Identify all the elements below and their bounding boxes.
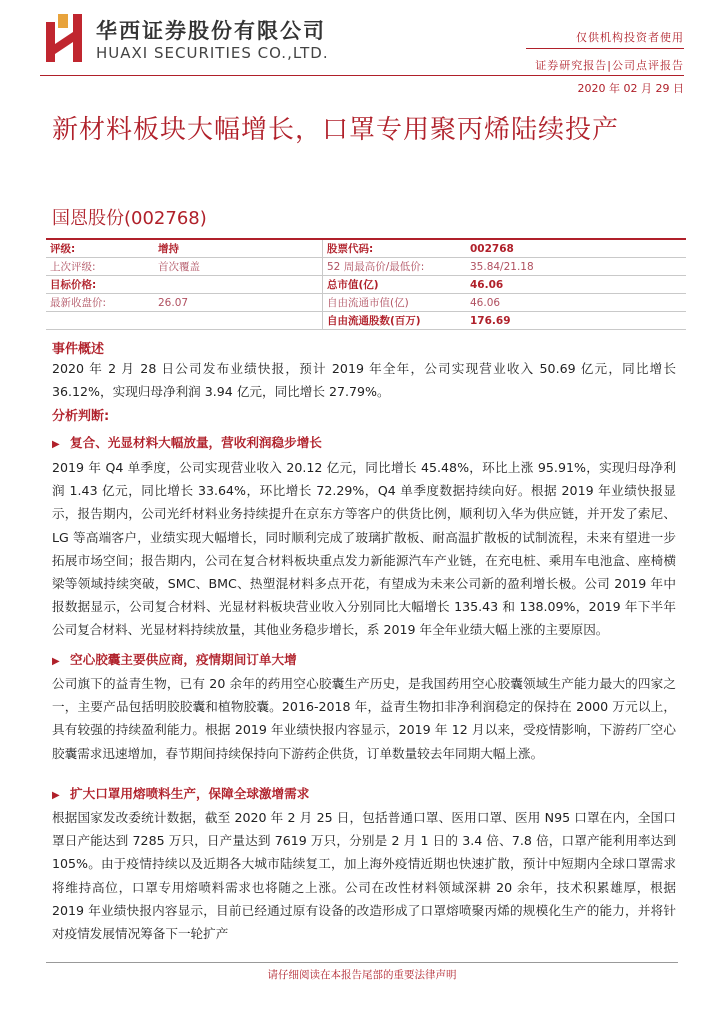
analysis-paragraph-1: 2019 年 Q4 单季度，公司实现营业收入 20.12 亿元，同比增长 45.48%，环比上涨 95.91%，实现归母净利润 1.43 亿元，同比增长 33.64%，环比增长 72.29%，Q4 单季度数据持续向好。根据 2019 年业绩快报显示，报告期内，公司光纤材料业务持续提升在京东方等客户的供货比例，顺利切入华为供应链，并开发了索尼、LG 等高端客户，业绩实现大幅增长，同时顺利完成了玻璃扩散板、耐高温扩散板的试制流程，未来有望进一步拓展市场空间；报告期内，公司在复合材料板块重点发力新能源汽车产业链，在充电桩、乘用车电池盒、座椅横梁等领域持续突破，SMC、BMC、热塑混材料多点开花，有望成为未来公司新的盈利增长极。公司 2019 年中报数据显示，公司复合材料、光显材料板块营业收入分别同比大幅增长 135.43 和 138.09%，2019 年下半年公司复合材料、光显材料持续放量，其他业务稳步增长，系 2019 年全年业绩大幅上涨的主要原因。 <box>52 460 676 638</box>
subheading-1: ▶ 复合、光显材料大幅放量，营收利润稳步增长 <box>52 435 322 450</box>
subheading-3: ▶ 扩大口罩用熔喷料生产，保障全球激增需求 <box>52 786 310 801</box>
subheading-2: ▶ 空心胶囊主要供应商，疫情期间订单大增 <box>52 652 297 667</box>
table-row: 上次评级: 首次覆盖 52 周最高价/最低价: 35.84/21.18 <box>46 258 686 276</box>
analysis-heading: 分析判断: <box>52 409 110 424</box>
bullet-triangle-icon: ▶ <box>52 439 60 450</box>
event-heading: 事件概述 <box>52 342 105 357</box>
company-name-en: HUAXI SECURITIES CO.,LTD. <box>96 44 329 62</box>
audience-tag: 仅供机构投资者使用 <box>576 31 684 44</box>
analysis-paragraph-2: 公司旗下的益青生物，已有 20 余年的药用空心胶囊生产历史，是我国药用空心胶囊领域生产能力最大的四家之一，主要产品包括明胶胶囊和植物胶囊。2016-2018 年，益青生物扣非净利润稳定的保持在 2000 万元以上，具有较强的持续盈利能力。根据 2019 年业绩快报内容显示，2019 年 12 月以来，受疫情影响，下游药厂空心胶囊需求迅速增加，春节期间持续保持向下游药企供货，订单数量较去年同期大幅上涨。 <box>52 676 676 761</box>
event-paragraph: 2020 年 2 月 28 日公司发布业绩快报，预计 2019 年全年，公司实现营业收入 50.69 亿元，同比增长 36.12%，实现归母净利润 3.94 亿元，同比增长 27.79%。 <box>52 361 676 400</box>
header-divider-full <box>40 75 684 76</box>
company-ticker: 国恩股份(002768) <box>52 208 207 229</box>
table-row: 目标价格: 总市值(亿) 46.06 <box>46 276 686 294</box>
table-row: 最新收盘价: 26.07 自由流通市值(亿) 46.06 <box>46 294 686 312</box>
header-divider <box>526 48 684 49</box>
analysis-paragraph-3: 根据国家发改委统计数据，截至 2020 年 2 月 25 日，包括普通口罩、医用口罩、医用 N95 口罩在内，全国口罩日产能达到 7285 万只，日产量达到 7619 万只，分别是 2 月 1 日的 3.4 倍、7.8 倍，口罩产能利用率达到 105%。由于疫情持续以及近期各大城市陆续复工，加上海外疫情近期也快速扩散，预计中短期内全球口罩需求将维持高位，口罩专用熔喷料需求也将随之上涨。公司在改性材料领域深耕 20 余年，技术积累雄厚，根据 2019 年业绩快报内容显示，目前已经通过原有设备的改造形成了口罩熔喷聚丙烯的规模化生产的能力，并将针对疫情发展情况筹备下一轮扩产 <box>52 810 676 942</box>
stock-info-table <box>46 238 686 330</box>
report-date: 2020 年 02 月 29 日 <box>577 82 684 95</box>
report-title: 新材料板块大幅增长，口罩专用聚丙烯陆续投产 <box>52 115 620 145</box>
company-name-cn: 华西证券股份有限公司 <box>96 19 326 43</box>
huaxi-logo-icon <box>46 14 82 62</box>
footer-disclaimer: 请仔细阅读在本报告尾部的重要法律声明 <box>267 969 457 981</box>
report-type-tag: 证券研究报告|公司点评报告 <box>535 59 684 72</box>
table-row: 自由流通股数(百万) 176.69 <box>46 312 686 330</box>
footer-divider <box>46 962 678 963</box>
bullet-triangle-icon: ▶ <box>52 656 60 667</box>
bullet-triangle-icon: ▶ <box>52 790 60 801</box>
table-row: 评级: 增持 股票代码: 002768 <box>46 239 686 258</box>
